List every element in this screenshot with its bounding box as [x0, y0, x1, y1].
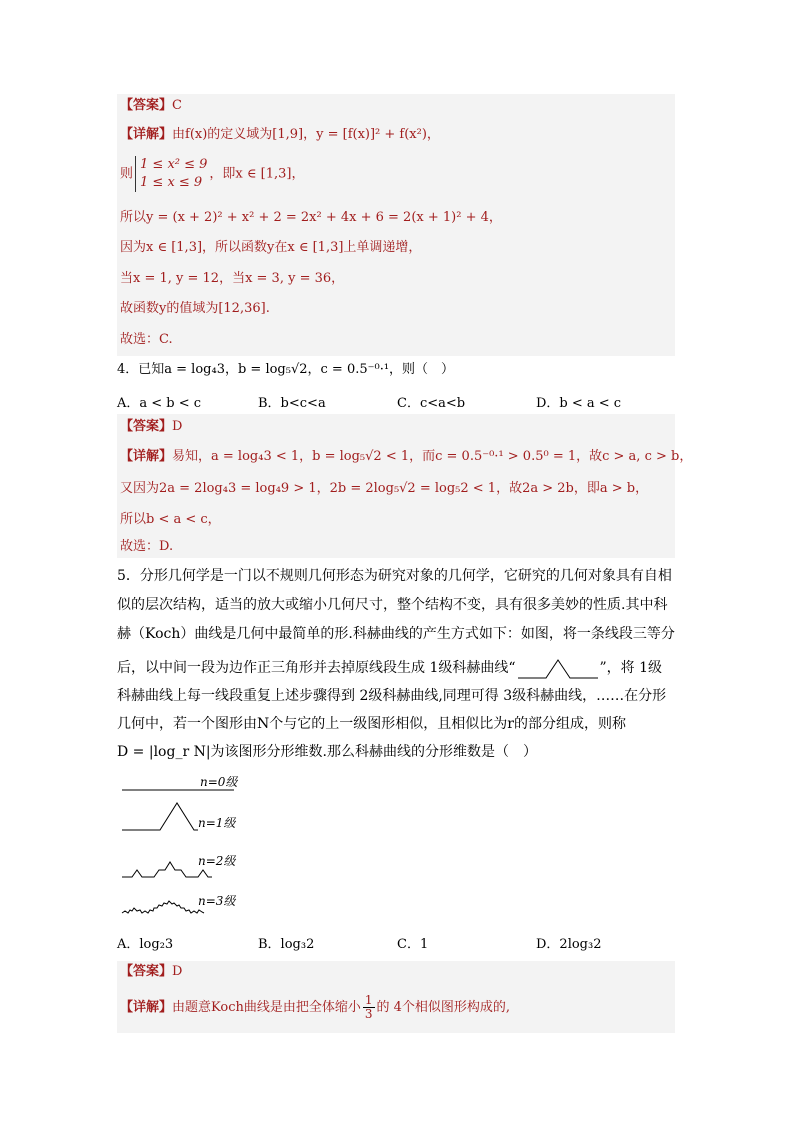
q4-detail-text-1: 易知，a = log₄3 < 1，b = log₅√2 < 1，而c = 0.5⁻⁰·¹ > 0.5⁰ = 1，故c > a, c > b，: [172, 449, 693, 464]
q3-detail-line-5: 当x = 1, y = 12，当x = 3, y = 36，: [120, 271, 345, 286]
answer-value: D: [172, 964, 183, 979]
q4-detail-line-3: 所以b < a < c，: [120, 512, 221, 527]
koch-level1-inline-figure: [516, 656, 600, 680]
answer-label: 【答案】: [120, 98, 173, 113]
q3-answer-line: [120, 98, 182, 114]
detail-label: 【详解】: [120, 127, 173, 142]
q5-stem-line-2: 似的层次结构，适当的放大或缩小几何尺寸，整个结构不变，具有很多美妙的性质.其中科: [117, 597, 668, 613]
q4-answer-block: [117, 414, 693, 558]
q3-detail-text-1: 由f(x)的定义域为[1,9]，y = [f(x)]² + f(x²)，: [172, 127, 440, 142]
q3-detail-line-1: [120, 127, 440, 143]
answer-label: 【答案】: [120, 419, 173, 434]
q5-option-b: B．log₃2: [258, 937, 315, 952]
koch-curve-figure: [118, 770, 248, 920]
q3-detail-line-2: [120, 156, 304, 192]
q3-detail-line-7: 故选：C.: [120, 332, 173, 347]
frac-denominator: 3: [364, 1007, 373, 1021]
q4-detail-line-4: 故选：D.: [120, 539, 174, 554]
q4-option-a: A．a < b < c: [117, 396, 202, 411]
koch-level-1-label: n=1级: [198, 816, 236, 830]
q3-answer-block: [117, 94, 675, 356]
q5-option-d: D．2log₃2: [536, 937, 602, 952]
detail-label: 【详解】: [120, 1000, 173, 1015]
sys-top: 1 ≤ x² ≤ 9: [140, 157, 208, 172]
koch-level-3-label: n=3级: [198, 894, 236, 908]
q5-answer-block: [117, 961, 675, 1033]
q5-option-c: C．1: [397, 937, 429, 952]
q5-stem-line-1: 5．分形几何学是一门以不规则几何形态为研究对象的几何学，它研究的几何对象具有自相: [117, 568, 672, 584]
fraction-one-third: [363, 994, 375, 1021]
q4-option-b: B．b<c<a: [258, 396, 326, 411]
q5-stem4-a: 后，以中间一段为边作正三角形并去掉原线段生成 1级科赫曲线“: [117, 660, 516, 676]
q3-detail-line-3: 所以y = (x + 2)² + x² + 2 = 2x² + 4x + 6 = 2(x + 1)² + 4，: [120, 210, 502, 225]
q3-detail-line-4: 因为x ∈ [1,3]，所以函数y在x ∈ [1,3]上单调递增，: [120, 240, 422, 255]
q5-option-a: A．log₂3: [117, 937, 174, 952]
q3-line2-prefix: 则: [120, 166, 134, 182]
q5-stem4-b: ”，将 1级: [599, 660, 663, 676]
q5-stem-line-7: D = |log_r N|为该图形分形维数.那么科赫曲线的分形维数是（ ）: [117, 744, 537, 760]
q3-line2-suffix: ，即x ∈ [1,3]，: [209, 166, 305, 182]
q4-answer-line: [120, 419, 182, 435]
answer-value: D: [172, 419, 183, 434]
q4-stem: 4．已知a = log₄3，b = log₅√2，c = 0.5⁻⁰·¹，则（ ）: [117, 362, 455, 377]
q5-detail-line-1: [120, 994, 510, 1022]
q3-detail-line-6: 故函数y的值域为[12,36].: [120, 301, 270, 316]
detail-label: 【详解】: [120, 449, 173, 464]
q5-stem-line-6: 几何中，若一个图形由N个与它的上一级图形相似，且相似比为r的部分组成，则称: [117, 716, 626, 732]
answer-value: C: [172, 98, 182, 113]
q5-detail-b: 的 4个相似图形构成的,: [376, 1000, 511, 1015]
q5-stem-line-5: 科赫曲线上每一线段重复上述步骤得到 2级科赫曲线,同理可得 3级科赫曲线，……在分形: [117, 688, 667, 704]
q4-option-d: D．b < a < c: [536, 396, 622, 411]
sys-bottom: 1 ≤ x ≤ 9: [140, 175, 203, 190]
frac-numerator: 1: [364, 993, 373, 1007]
koch-level-0-label: n=0级: [200, 775, 238, 789]
answer-label: 【答案】: [120, 964, 173, 979]
q5-answer-line: [120, 964, 182, 980]
q5-stem-line-3: 赫（Koch）曲线是几何中最简单的形.科赫曲线的产生方式如下：如图，将一条线段三等分: [117, 626, 675, 642]
q4-detail-line-2: 又因为2a = 2log₄3 = log₄9 > 1，2b = 2log₅√2 = log₅2 < 1，故2a > 2b，即a > b，: [120, 481, 649, 496]
inequality-system: [135, 156, 207, 192]
q5-detail-a: 由题意Koch曲线是由把全体缩小: [172, 1000, 361, 1015]
koch-level-2-label: n=2级: [198, 854, 236, 868]
q5-stem-line-4: [117, 656, 662, 680]
q4-detail-line-1: [120, 449, 692, 465]
q4-option-c: C．c<a<b: [397, 396, 466, 411]
